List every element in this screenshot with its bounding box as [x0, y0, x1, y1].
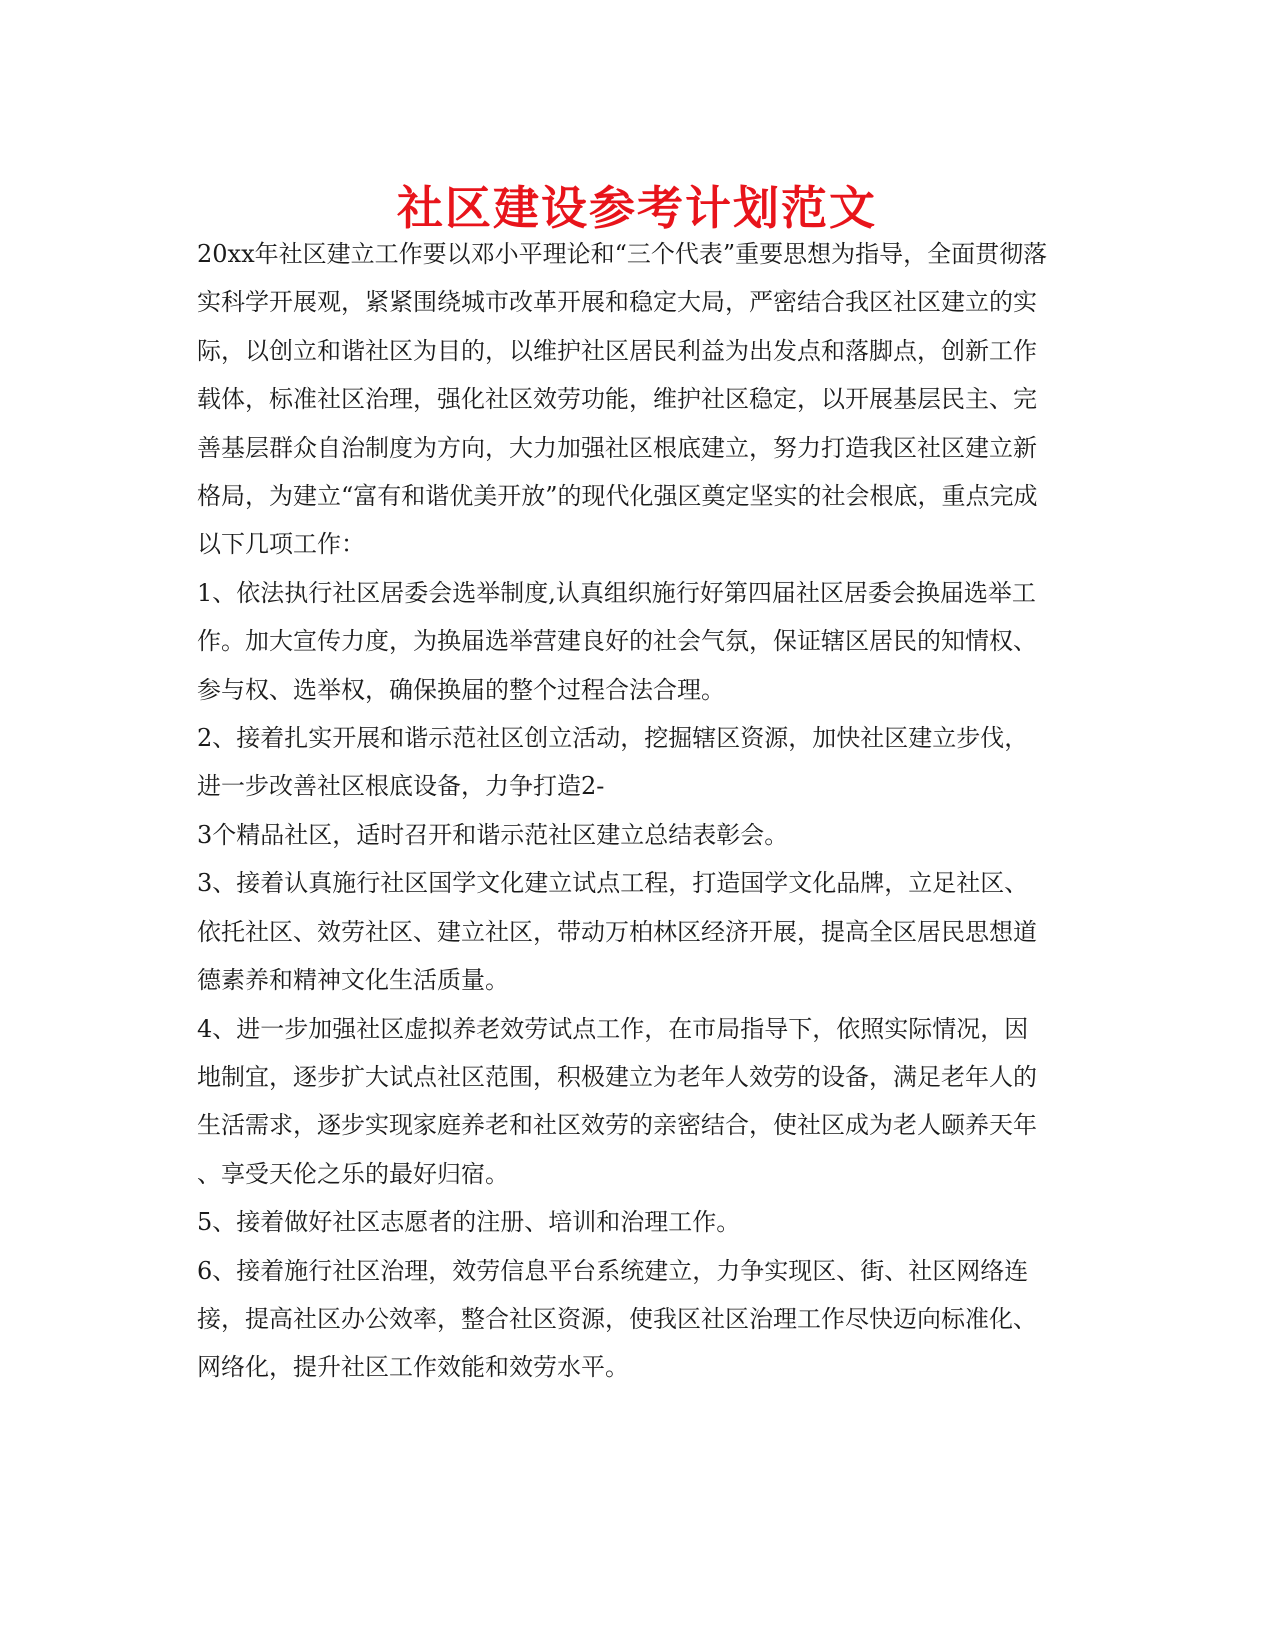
text-line: 、享受天伦之乐的最好归宿。 — [197, 1159, 509, 1188]
text-line: 5、接着做好社区志愿者的注册、培训和治理工作。 — [197, 1208, 741, 1237]
text-line: 实科学开展观，紧紧围绕城市改革开展和稳定大局，严密结合我区社区建立的实 — [197, 288, 1037, 317]
text-line: 生活需求，逐步实现家庭养老和社区效劳的亲密结合，使社区成为老人颐养天年 — [197, 1111, 1037, 1140]
text-line: 地制宜，逐步扩大试点社区范围，积极建立为老年人效劳的设备，满足老年人的 — [197, 1062, 1037, 1091]
text-line: 格局，为建立“富有和谐优美开放”的现代化强区奠定坚实的社会根底，重点完成 — [197, 482, 1038, 511]
text-line: 2、接着扎实开展和谐示范社区创立活动，挖掘辖区资源，加快社区建立步伐， — [197, 724, 1029, 753]
text-line: 以下几项工作： — [197, 530, 365, 559]
text-line: 载体，标准社区治理，强化社区效劳功能，维护社区稳定，以开展基层民主、完 — [197, 385, 1037, 414]
text-line: 参与权、选举权，确保换届的整个过程合法合理。 — [197, 675, 725, 704]
text-line: 善基层群众自治制度为方向，大力加强社区根底建立，努力打造我区社区建立新 — [197, 433, 1037, 462]
text-line: 1、依法执行社区居委会选举制度,认真组织施行好第四届社区居委会换届选举工 — [197, 578, 1036, 607]
text-line: 际，以创立和谐社区为目的，以维护社区居民利益为出发点和落脚点，创新工作 — [197, 336, 1037, 365]
text-line: 依托社区、效劳社区、建立社区，带动万柏林区经济开展，提高全区居民思想道 — [197, 917, 1037, 946]
text-line: 德素养和精神文化生活质量。 — [197, 966, 509, 995]
text-line: 作。加大宣传力度，为换届选举营建良好的社会气氛，保证辖区居民的知情权、 — [197, 627, 1037, 656]
text-line: 3个精品社区，适时召开和谐示范社区建立总结表彰会。 — [197, 820, 789, 849]
text-line: 进一步改善社区根底设备，力争打造2- — [197, 772, 605, 801]
document-title: 社区建设参考计划范文 — [397, 181, 877, 235]
text-line: 接，提高社区办公效率，整合社区资源，使我区社区治理工作尽快迈向标准化、 — [197, 1304, 1037, 1333]
document-body — [197, 230, 1072, 1392]
text-line: 3、接着认真施行社区国学文化建立试点工程，打造国学文化品牌，立足社区、 — [197, 869, 1029, 898]
text-line: 4、进一步加强社区虚拟养老效劳试点工作，在市局指导下，依照实际情况，因 — [197, 1014, 1029, 1043]
text-line: 20xx年社区建立工作要以邓小平理论和“三个代表”重要思想为指导，全面贯彻落 — [197, 240, 1048, 268]
text-line: 网络化，提升社区工作效能和效劳水平。 — [197, 1353, 629, 1382]
text-line: 6、接着施行社区治理，效劳信息平台系统建立，力争实现区、街、社区网络连 — [197, 1256, 1029, 1285]
